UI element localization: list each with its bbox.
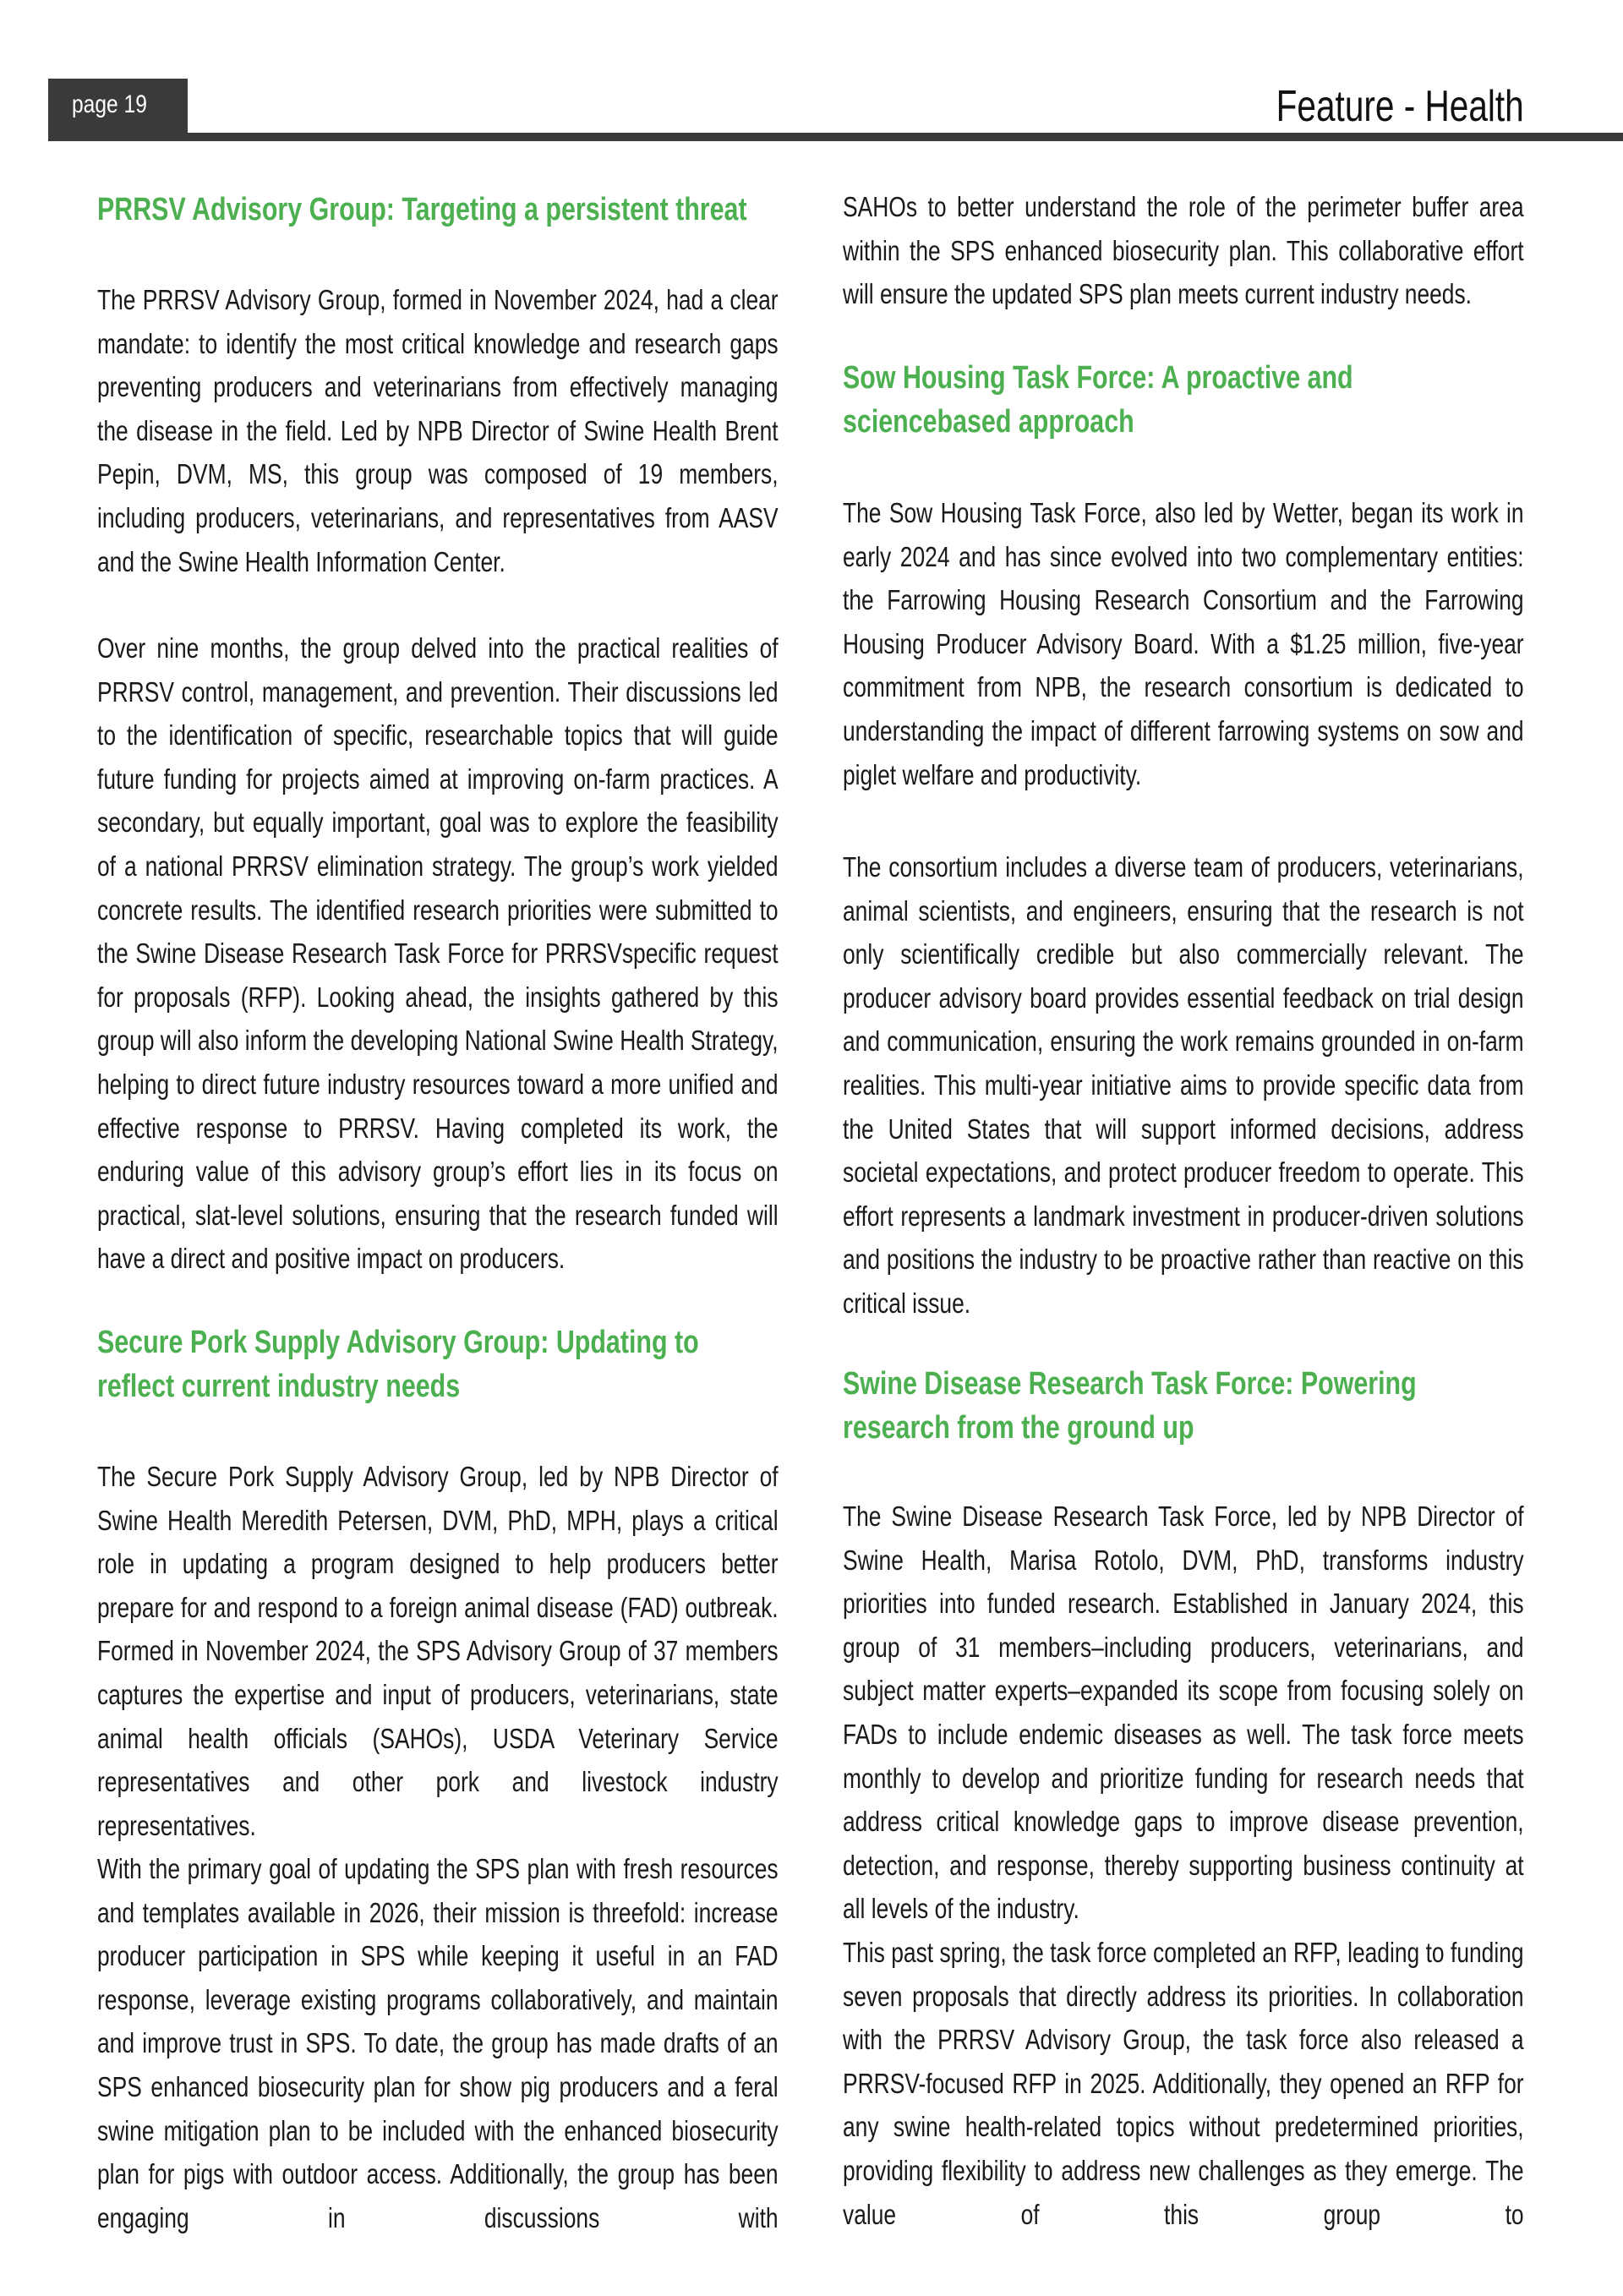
paragraph-sps-intro: The Secure Pork Supply Advisory Group, led by NPB Director of Swine Health Meredith Petersen, DVM, PhD, MPH, plays a critical role in updating a program designed to help producers better prepare for and respond to a foreign animal disease (FAD) outbreak. Formed in November 2024, the SPS Advisory Group of 37 members captures the expertise and input of producers, veterinarians, state animal health officials (SAHOs), USDA Veterinary Service representatives and other pork and livestock industry representatives. — [97, 1461, 779, 1841]
heading-sow-housing: Sow Housing Task Force: A proactive and sciencebased approach — [843, 360, 1353, 440]
heading-sdrtf-block — [843, 1362, 1623, 1450]
heading-sow-housing-block — [843, 356, 1623, 444]
section-title: Feature - Health — [1276, 82, 1524, 131]
paragraph-sps-goals: With the primary goal of updating the SPS plan with fresh resources and templates available in 2026, their mission is threefold: increase producer participation in SPS while keeping it useful in an FAD response, leverage existing programs collaboratively, and maintain and improve trust in SPS. To date, the group has made drafts of an SPS enhanced biosecurity plan for show pig producers and a feral swine mitigation plan to be included with the enhanced biosecurity plan for pigs with outdoor access. Additionally, the group has been engaging in discussions with — [97, 1853, 779, 2233]
heading-prrsv: PRRSV Advisory Group: Targeting a persistent threat — [97, 192, 747, 227]
page-number-tab — [48, 79, 188, 141]
paragraph-consortium-block — [843, 845, 1623, 1326]
paragraph-sps-continued: SAHOs to better understand the role of the perimeter buffer area within the SPS enhanced biosecurity plan. This collaborative effort will ensure the updated SPS plan meets current industry needs. — [843, 191, 1524, 310]
heading-sps: Secure Pork Supply Advisory Group: Updating to reflect current industry needs — [97, 1325, 699, 1404]
header-bar — [48, 133, 1623, 141]
paragraph-prrsv-intro-block — [97, 278, 948, 583]
paragraph-sdrtf-rfp: This past spring, the task force completed an RFP, leading to funding seven proposals that directly address its priorities. In collaboration with the PRRSV Advisory Group, the task force also released a PRRSV-focused RFP in 2025. Additionally, they opened an RFP for any swine health-related topics without predetermined priorities, providing flexibility to address new challenges as they emerge. The value of this group to — [843, 1937, 1524, 2230]
paragraph-prrsv-work: Over nine months, the group delved into the practical realities of PRRSV control, management, and prevention. Their discussions led to the identification of specific, researchable topics that will guide future funding for projects aimed at improving on-farm practices. A secondary, but equally important, goal was to explore the feasibility of a national PRRSV elimination strategy. The group’s work yielded concrete results. The identified research priorities were submitted to the Swine Disease Research Task Force for PRRSVspecific request for proposals (RFP). Looking ahead, the insights gathered by this group will also inform the developing National Swine Health Strategy, helping to direct future industry resources toward a more unified and effective response to PRRSV. Having completed its work, the enduring value of this advisory group’s effort lies in its focus on practical, slat-level solutions, ensuring that the research funded will have a direct and positive impact on producers. — [97, 632, 779, 1275]
paragraph-sdrtf-intro: The Swine Disease Research Task Force, led by NPB Director of Swine Health, Marisa Rotolo, DVM, PhD, transforms industry priorities into funded research. Established in January 2024, this group of 31 members–including producers, veterinarians, and subject matter experts–expanded its scope from focusing solely on FADs to include endemic diseases as well. The task force meets monthly to develop and prioritize funding for research needs that address critical knowledge gaps to improve disease prevention, detection, and response, thereby supporting business continuity at all levels of the industry. — [843, 1501, 1524, 1925]
paragraph-prrsv-work-block — [97, 626, 948, 1281]
paragraph-sow-housing-intro: The Sow Housing Task Force, also led by Wetter, began its work in early 2024 and has since evolved into two complementary entities: the Farrowing Housing Research Consortium and the Farrowing Housing Producer Advisory Board. With a $1.25 million, five-year commitment from NPB, the research consortium is dedicated to understanding the impact of different farrowing systems on sow and piglet welfare and productivity. — [843, 497, 1524, 790]
paragraph-sdrtf-intro-block — [843, 1495, 1623, 1931]
heading-sps-block — [97, 1320, 948, 1408]
page-number: page 19 — [72, 90, 147, 118]
paragraph-sps-continued-block — [843, 185, 1623, 316]
paragraph-sow-housing-intro-block — [843, 491, 1623, 796]
paragraph-consortium: The consortium includes a diverse team of producers, veterinarians, animal scientists, and engineers, ensuring that the research is not only scientifically credible but also commercially relevant. The producer advisory board provides essential feedback on trial design and communication, ensuring the work remains grounded in on-farm realities. This multi-year initiative aims to provide specific data from the United States that will support informed decisions, address societal expectations, and protect producer freedom to operate. This effort represents a landmark investment in producer-driven solutions and positions the industry to be proactive rather than reactive on this critical issue. — [843, 851, 1524, 1319]
paragraph-sps-goals-block — [97, 1847, 948, 2239]
paragraph-prrsv-intro: The PRRSV Advisory Group, formed in November 2024, had a clear mandate: to identify the most critical knowledge and research gaps preventing producers and veterinarians from effectively managing the disease in the field. Led by NPB Director of Swine Health Brent Pepin, DVM, MS, this group was composed of 19 members, including producers, veterinarians, and representatives from AASV and the Swine Health Information Center. — [97, 284, 779, 577]
paragraph-sps-intro-block — [97, 1455, 948, 1847]
paragraph-sdrtf-rfp-block — [843, 1931, 1623, 2236]
heading-prrsv-block — [97, 188, 948, 232]
heading-sdrtf: Swine Disease Research Task Force: Powering research from the ground up — [843, 1366, 1417, 1446]
